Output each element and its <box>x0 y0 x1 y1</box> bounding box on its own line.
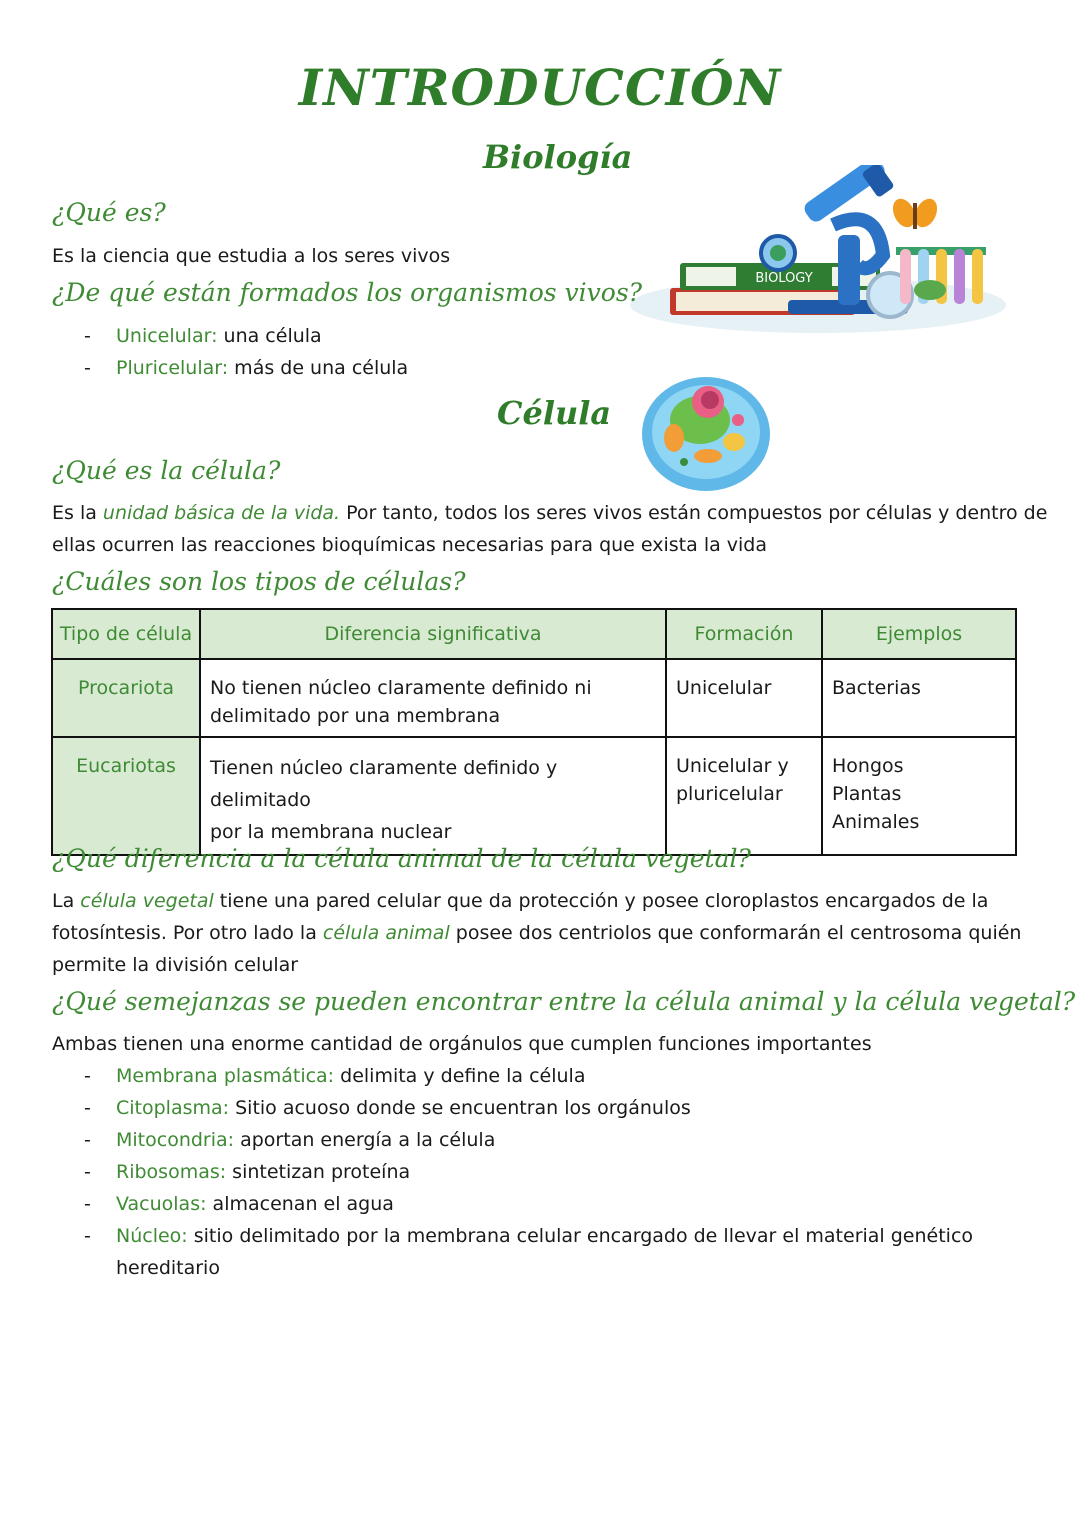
question-tipos-celulas: ¿Cuáles son los tipos de células? <box>52 567 466 596</box>
list-item: - Membrana plasmática: delimita y define la célula <box>84 1065 586 1087</box>
list-item-continuation: hereditario <box>116 1257 220 1279</box>
cell-difference: No tienen núcleo claramente definido ni delimitado por una membrana <box>200 659 666 737</box>
cell-examples: Hongos Plantas Animales <box>822 737 1016 855</box>
question-semejanzas: ¿Qué semejanzas se pueden encontrar entre la célula animal y la célula vegetal? <box>52 987 1076 1016</box>
answer-celula-line2: ellas ocurren las reacciones bioquímicas necesarias para que exista la vida <box>52 534 768 556</box>
question-que-es-celula: ¿Qué es la célula? <box>52 456 281 485</box>
section-title-celula: Célula <box>497 394 612 432</box>
diferencias-line3: permite la división celular <box>52 954 299 976</box>
table-row <box>52 659 1016 737</box>
cell-types-table <box>51 608 1017 856</box>
biology-illustration <box>628 165 1013 335</box>
list-item: - Núcleo: sitio delimitado por la membrana celular encargado de llevar el material genético <box>84 1225 974 1247</box>
section-title-biologia: Biología <box>483 138 633 176</box>
column-header: Formación <box>666 609 822 659</box>
list-item: - Pluricelular: más de una célula <box>84 357 409 379</box>
column-header: Tipo de célula <box>52 609 200 659</box>
question-que-es: ¿Qué es? <box>52 198 166 227</box>
cell-examples: Bacterias <box>822 659 1016 737</box>
list-item: - Ribosomas: sintetizan proteína <box>84 1161 411 1183</box>
table-row <box>52 737 1016 855</box>
cell-type: Procariota <box>52 659 200 737</box>
question-organismos: ¿De qué están formados los organismos vivos? <box>52 278 643 307</box>
answer-que-es: Es la ciencia que estudia a los seres vivos <box>52 245 451 267</box>
table-header-row <box>52 609 1016 659</box>
diferencias-line1: La célula vegetal tiene una pared celular que da protección y posee cloroplastos encargados de la <box>52 890 989 912</box>
list-item: - Unicelular: una célula <box>84 325 322 347</box>
page-title: INTRODUCCIÓN <box>298 58 782 117</box>
list-item: - Vacuolas: almacenan el agua <box>84 1193 394 1215</box>
list-item: - Citoplasma: Sitio acuoso donde se encuentran los orgánulos <box>84 1097 691 1119</box>
cell-type: Eucariotas <box>52 737 200 855</box>
diferencias-line2: fotosíntesis. Por otro lado la célula animal posee dos centriolos que conformarán el centrosoma quién <box>52 922 1022 944</box>
book-label: BIOLOGY <box>755 271 813 286</box>
answer-celula-line1: Es la unidad básica de la vida. Por tanto, todos los seres vivos están compuestos por células y dentro de <box>52 502 1048 524</box>
question-diferencias: ¿Qué diferencia a la célula animal de la célula vegetal? <box>52 844 751 873</box>
cell-formation: Unicelular y pluricelular <box>666 737 822 855</box>
column-header: Ejemplos <box>822 609 1016 659</box>
cell-difference: Tienen núcleo claramente definido y delimitado por la membrana nuclear <box>200 737 666 855</box>
semejanzas-intro: Ambas tienen una enorme cantidad de orgánulos que cumplen funciones importantes <box>52 1033 872 1055</box>
column-header: Diferencia significativa <box>200 609 666 659</box>
cell-formation: Unicelular <box>666 659 822 737</box>
cell-illustration <box>638 372 774 494</box>
list-item: - Mitocondria: aportan energía a la célula <box>84 1129 496 1151</box>
